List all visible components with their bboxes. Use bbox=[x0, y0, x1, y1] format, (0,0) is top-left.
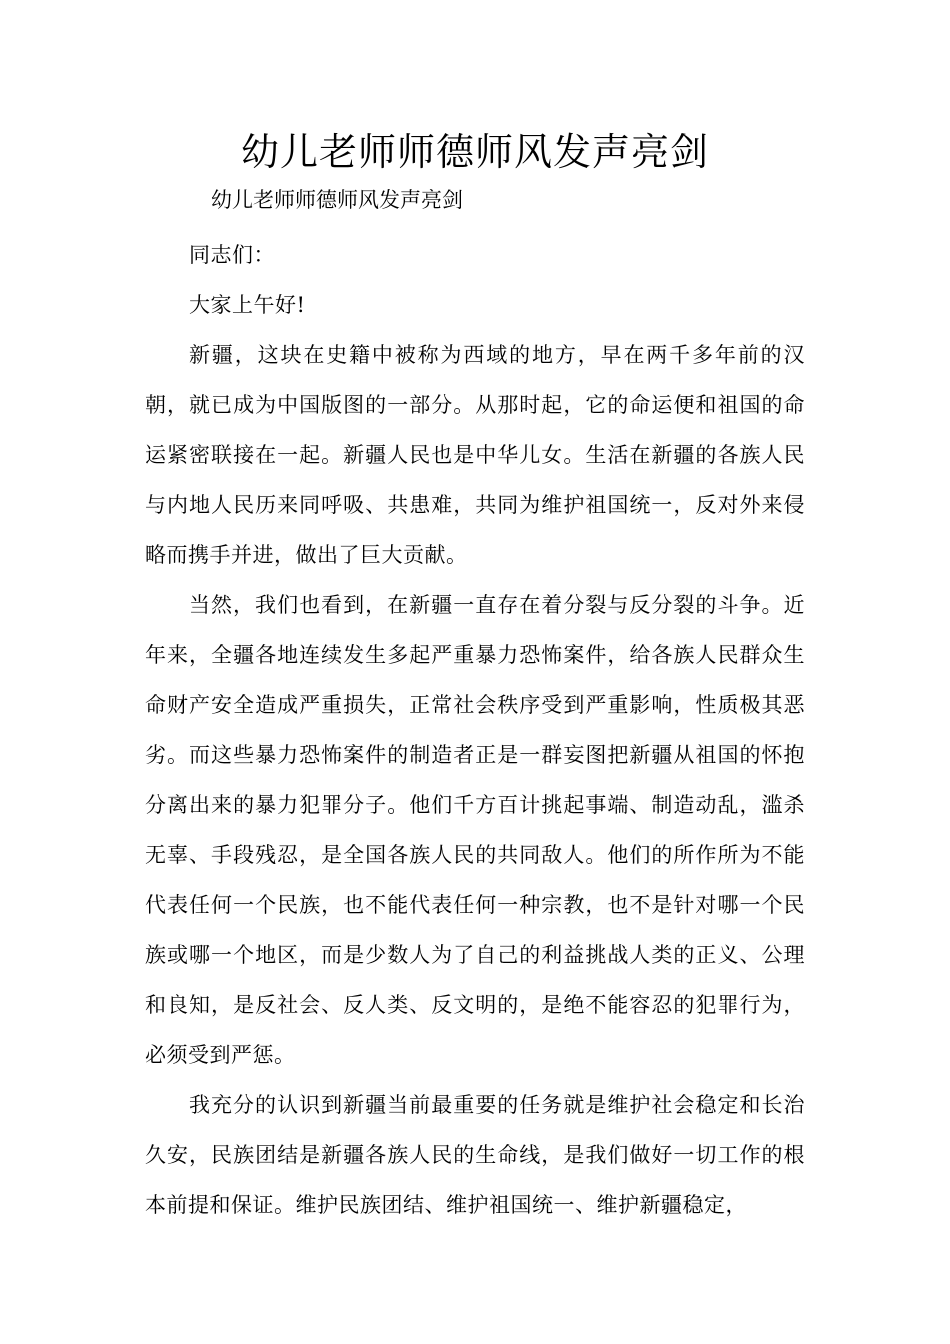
greeting: 大家上午好! bbox=[189, 293, 306, 317]
document-subtitle: 幼儿老师师德师风发声亮剑 bbox=[211, 188, 463, 212]
document-title: 幼儿老师师德师风发声亮剑 bbox=[240, 130, 709, 174]
paragraph-2: 当然，我们也看到，在新疆一直存在着分裂与反分裂的斗争。近年来，全疆各地连续发生多起严重暴力恐怖案件，给各族人民群众生命财产安全造成严重损失，正常社会秩序受到严重影响，性质极其恶劣。而这些暴力恐怖案件的制造者正是一群妄图把新疆从祖国的怀抱分离出来的暴力犯罪分子。他们千方百计挑起事端、制造动乱，滥杀无辜、手段残忍，是全国各族人民的共同敌人。他们的所作所为不能代表任何一个民族，也不能代表任何一种宗教，也不是针对哪一个民族或哪一个地区，而是少数人为了自己的利益挑战人类的正义、公理和良知，是反社会、反人类、反文明的，是绝不能容忍的犯罪行为，必须受到严惩。 bbox=[145, 593, 805, 1067]
paragraph-1: 新疆，这块在史籍中被称为西域的地方，早在两千多年前的汉朝，就已成为中国版图的一部分。从那时起，它的命运便和祖国的命运紧密联接在一起。新疆人民也是中华儿女。生活在新疆的各族人民与内地人民历来同呼吸、共患难，共同为维护祖国统一，反对外来侵略而携手并进，做出了巨大贡献。 bbox=[145, 343, 805, 567]
paragraph-3: 我充分的认识到新疆当前最重要的任务就是维护社会稳定和长治久安，民族团结是新疆各族人民的生命线，是我们做好一切工作的根本前提和保证。维护民族团结、维护祖国统一、维护新疆稳定， bbox=[145, 1093, 805, 1217]
document-body bbox=[145, 182, 805, 1230]
salutation: 同志们： bbox=[189, 243, 275, 267]
